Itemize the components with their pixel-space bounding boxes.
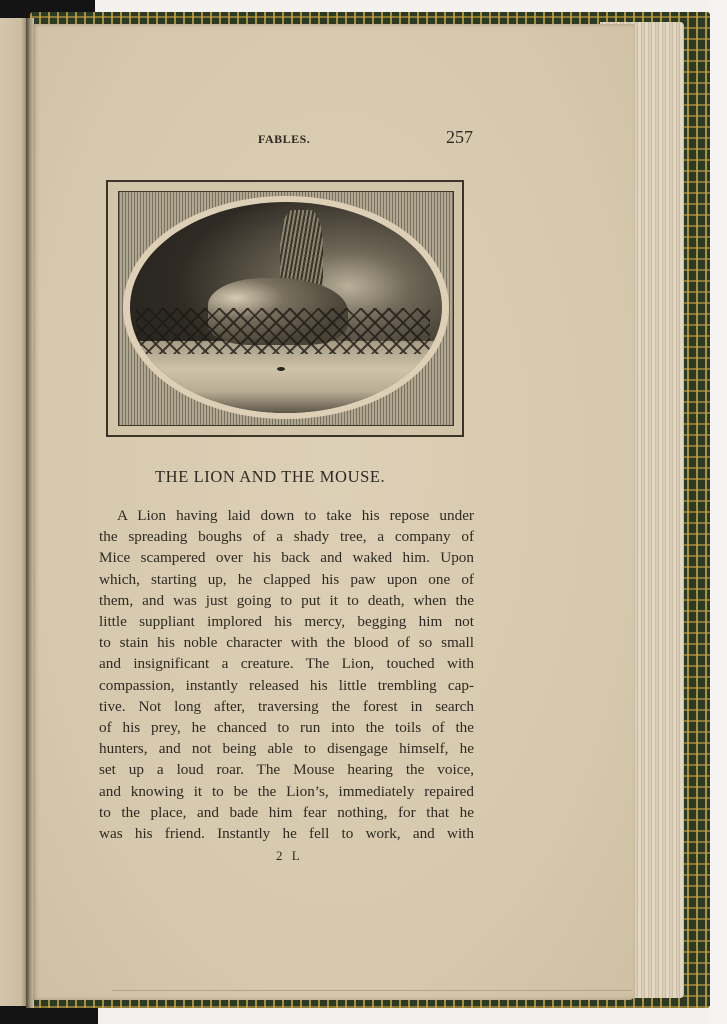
scan-background-right — [707, 0, 727, 1024]
text-line: was his friend. Instantly he fell to work, and with — [99, 825, 474, 843]
text-line: A Lion having laid down to take his repose under — [117, 507, 474, 524]
text-line: them, and was just going to put it to death, when the — [99, 591, 474, 609]
signature-mark: 2 L — [276, 848, 303, 863]
page-number: 257 — [446, 127, 473, 147]
text-line: tive. Not long after, traversing the forest in search — [99, 697, 474, 715]
text-line: and knowing it to be the Lion’s, immediately repaired — [99, 782, 474, 800]
illustration-frame — [106, 180, 464, 437]
text-line: which, starting up, he clapped his paw upon one of — [99, 570, 474, 588]
text-line: of his prey, he chanced to run into the toils of the — [99, 719, 474, 737]
text-line: the spreading boughs of a shady tree, a company of — [99, 528, 474, 546]
text-line: to stain his noble character with the blood of so small — [99, 634, 474, 652]
text-line: to the place, and bade him fear nothing, for that he — [99, 803, 474, 821]
fable-title: THE LION AND THE MOUSE. — [155, 467, 386, 486]
page-bottom-edge — [112, 990, 632, 995]
hunters-net — [136, 308, 429, 354]
text-line: and insignificant a creature. The Lion, touched with — [99, 655, 474, 673]
text-line: hunters, and not being able to disengage himself, he — [99, 740, 474, 758]
text-line: set up a loud roar. The Mouse hearing the voice, — [99, 761, 474, 779]
lion-in-net-engraving — [130, 202, 442, 413]
fable-body — [99, 505, 474, 844]
mouse-figure — [277, 367, 285, 371]
text-line: little suppliant implored his mercy, begging him not — [99, 613, 474, 631]
running-head: FABLES. — [258, 132, 311, 146]
text-line: Mice scampered over his back and waked him. Upon — [99, 549, 474, 567]
text-line: compassion, instantly released his little trembling cap- — [99, 676, 474, 694]
illustration-hatched-ground — [118, 191, 454, 426]
oval-vignette-border — [123, 196, 449, 419]
